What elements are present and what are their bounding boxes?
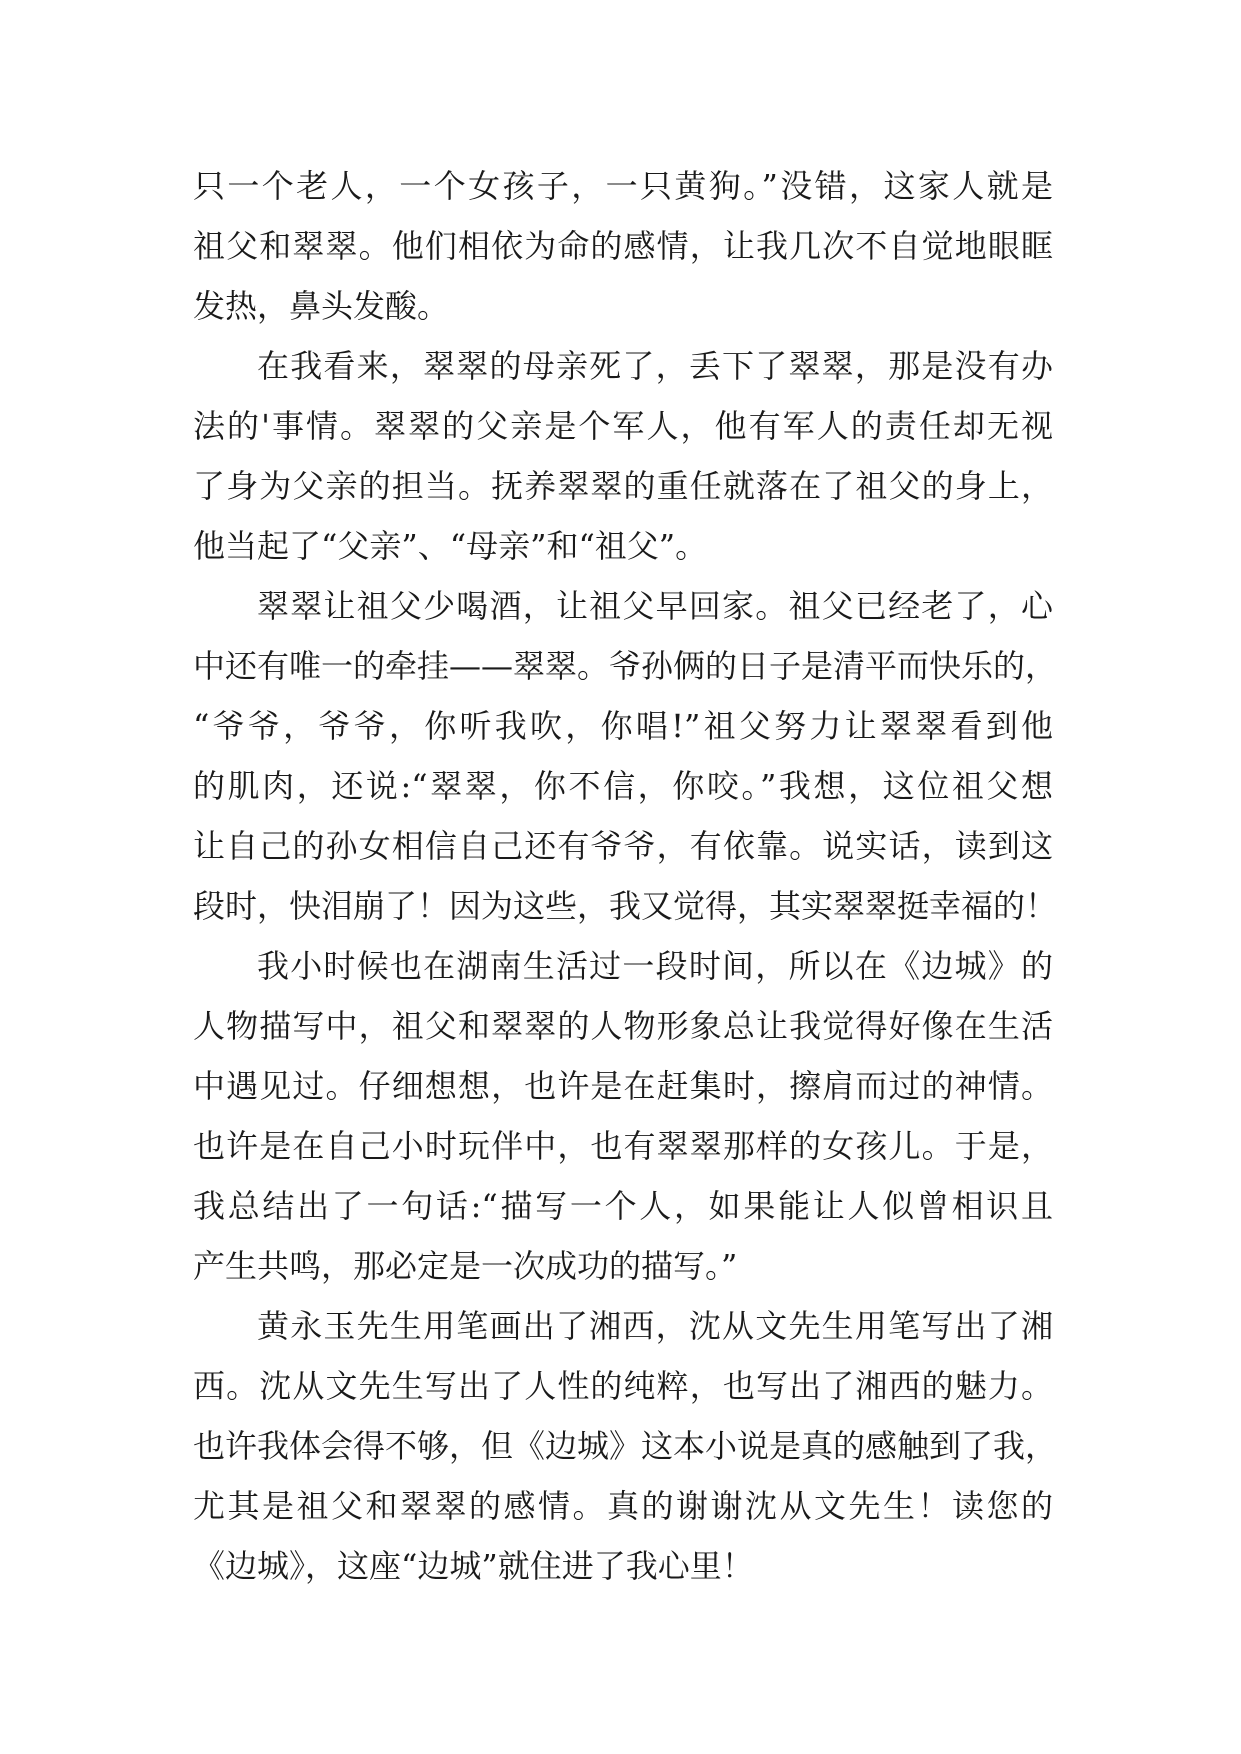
text-line: 中还有唯一的牵挂——翠翠。爷孙俩的日子是清平而快乐的， xyxy=(193,647,1058,685)
text-line: 只一个老人，一个女孩子，一只黄狗。”没错，这家人就是 xyxy=(193,167,1053,205)
text-line: 段时，快泪崩了！因为这些，我又觉得，其实翠翠挺幸福的！ xyxy=(193,887,1058,925)
document-body xyxy=(193,156,1058,1596)
text-line: 我小时候也在湖南生活过一段时间，所以在《边城》的 xyxy=(257,947,1053,985)
text-line: 翠翠让祖父少喝酒，让祖父早回家。祖父已经老了，心 xyxy=(257,587,1053,625)
text-line: “爷爷，爷爷，你听我吹，你唱!”祖父努力让翠翠看到他 xyxy=(193,707,1053,745)
text-line: 也许我体会得不够，但《边城》这本小说是真的感触到了我， xyxy=(193,1427,1058,1465)
text-line: 发热，鼻头发酸。 xyxy=(193,287,450,325)
text-line: 尤其是祖父和翠翠的感情。真的谢谢沈从文先生！读您的 xyxy=(193,1487,1053,1525)
text-line: 我总结出了一句话:“描写一个人，如果能让人似曾相识且 xyxy=(193,1187,1053,1225)
text-line: 他当起了“父亲”、“母亲”和“祖父”。 xyxy=(193,527,708,565)
text-line: 产生共鸣，那必定是一次成功的描写。” xyxy=(193,1247,738,1285)
text-line: 法的'事情。翠翠的父亲是个军人，他有军人的责任却无视 xyxy=(193,407,1053,445)
text-line: 中遇见过。仔细想想，也许是在赶集时，擦肩而过的神情。 xyxy=(193,1067,1053,1105)
text-line: 在我看来，翠翠的母亲死了，丢下了翠翠，那是没有办 xyxy=(257,347,1053,385)
text-line: 也许是在自己小时玩伴中，也有翠翠那样的女孩儿。于是， xyxy=(193,1127,1053,1165)
text-line: 的肌肉，还说:“翠翠，你不信，你咬。”我想，这位祖父想 xyxy=(193,767,1053,805)
text-line: 黄永玉先生用笔画出了湘西，沈从文先生用笔写出了湘 xyxy=(257,1307,1053,1345)
text-line: 了身为父亲的担当。抚养翠翠的重任就落在了祖父的身上， xyxy=(193,467,1053,505)
text-line: 祖父和翠翠。他们相依为命的感情，让我几次不自觉地眼眶 xyxy=(193,227,1053,265)
text-line: 《边城》，这座“边城”就住进了我心里！ xyxy=(193,1547,754,1585)
text-line: 人物描写中，祖父和翠翠的人物形象总让我觉得好像在生活 xyxy=(193,1007,1053,1045)
text-line: 西。沈从文先生写出了人性的纯粹，也写出了湘西的魅力。 xyxy=(193,1367,1053,1405)
text-line: 让自己的孙女相信自己还有爷爷，有依靠。说实话，读到这 xyxy=(193,827,1053,865)
